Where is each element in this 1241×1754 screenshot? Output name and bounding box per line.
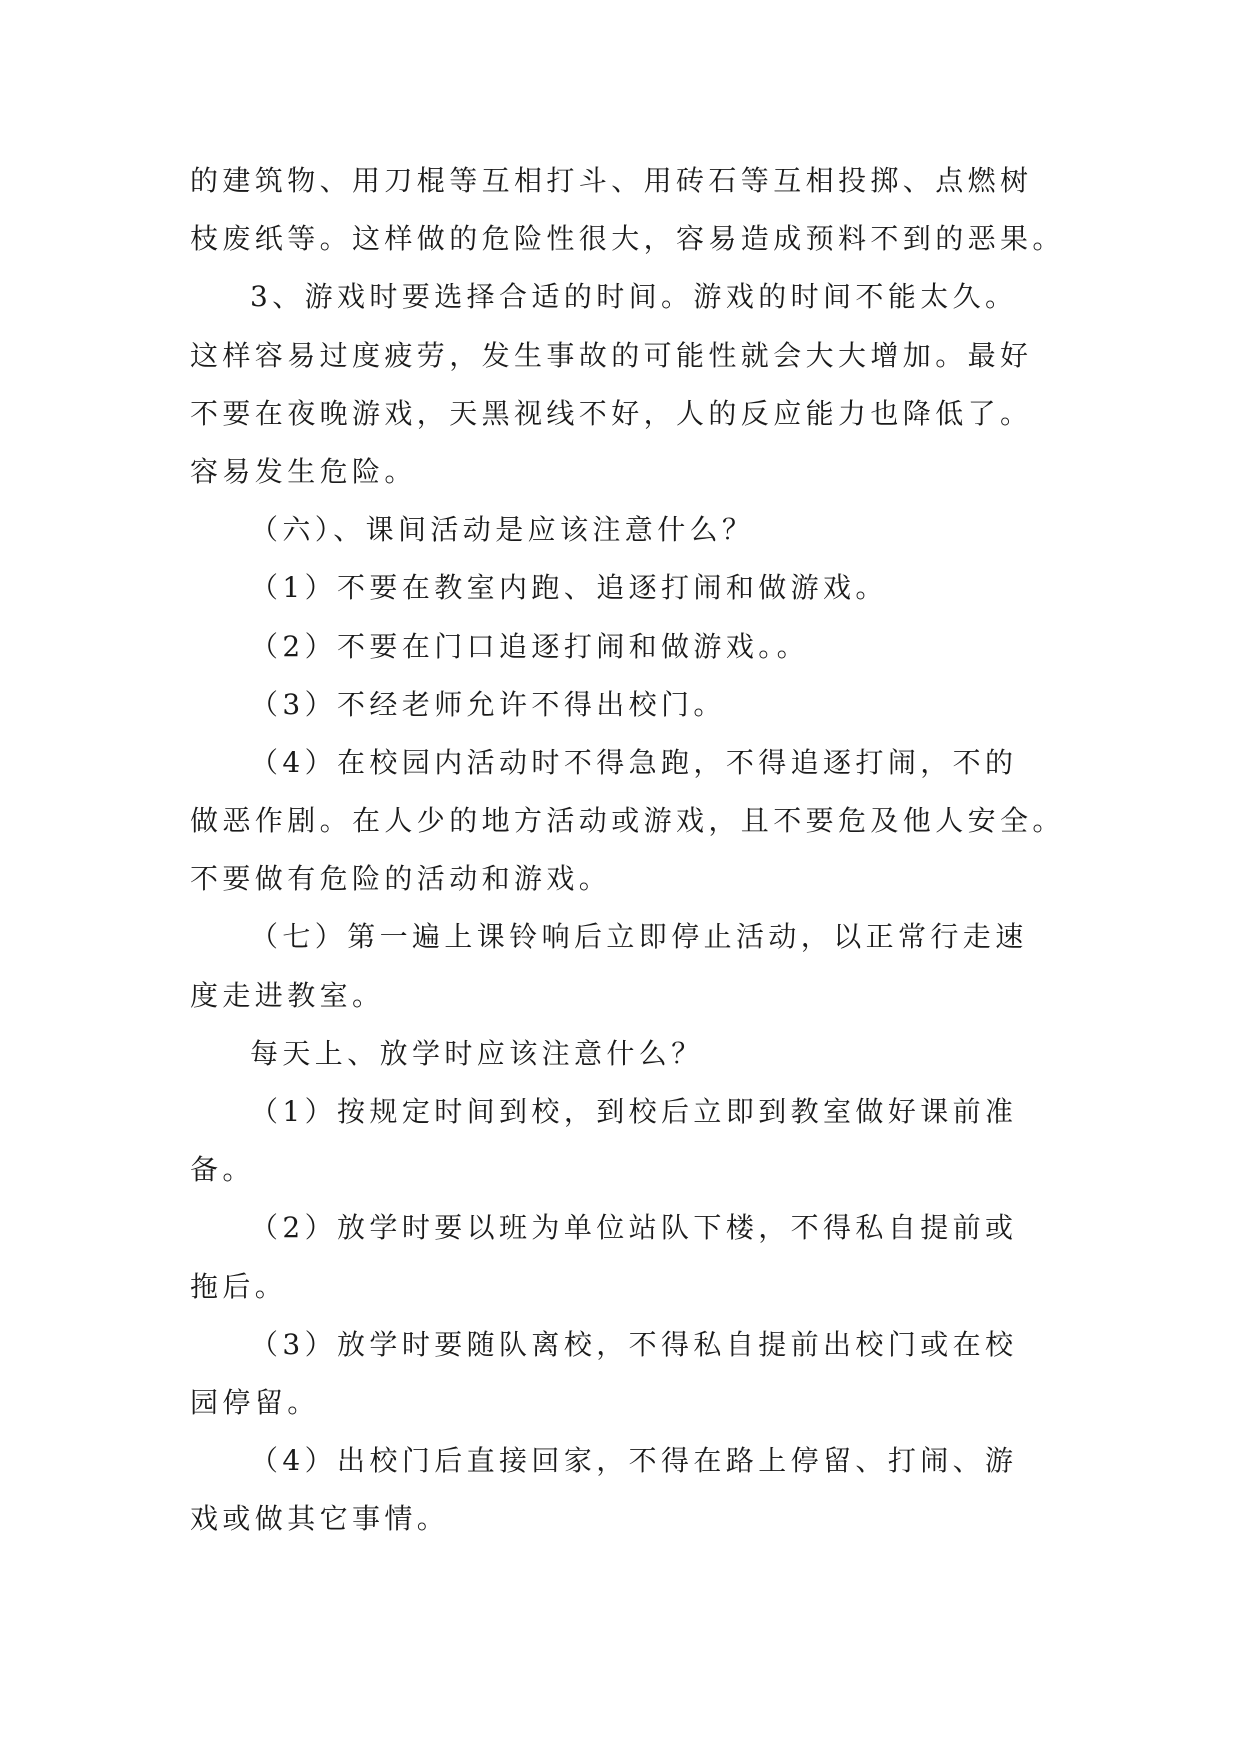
- list-item: （4）在校园内活动时不得急跑，不得追逐打闹，不的: [250, 745, 1018, 779]
- text-line: 不要做有危险的活动和游戏。: [190, 862, 612, 896]
- list-item: （1）按规定时间到校，到校后立即到教室做好课前准: [250, 1095, 1018, 1128]
- list-item: （2）不要在门口追逐打闹和做游戏。。: [250, 629, 810, 663]
- text-line: 备。: [190, 1153, 255, 1187]
- text-line: 园停留。: [190, 1385, 320, 1419]
- section-heading: （六）、课间活动是应该注意什么？: [250, 513, 755, 547]
- text-line: 枝废纸等。这样做的危险性很大，容易造成预料不到的恶果。: [190, 222, 1065, 256]
- section-heading: （七）第一遍上课铃响后立即停止活动，以正常行走速: [250, 920, 1028, 954]
- section-heading: 每天上、放学时应该注意什么？: [250, 1036, 704, 1070]
- text-line: 拖后。: [190, 1269, 288, 1303]
- text-line: 3、游戏时要选择合适的时间。游戏的时间不能太久。: [250, 280, 1018, 314]
- text-line: 做恶作剧。在人少的地方活动或游戏，且不要危及他人安全。: [190, 804, 1065, 838]
- text-line: 度走进教室。: [190, 978, 385, 1012]
- list-item: （1）不要在教室内跑、追逐打闹和做游戏。: [250, 571, 888, 605]
- text-line: 的建筑物、用刀棍等互相打斗、用砖石等互相投掷、点燃树: [190, 164, 1033, 197]
- body-text: [190, 152, 1070, 1549]
- text-line: 不要在夜晚游戏，天黑视线不好，人的反应能力也降低了。: [190, 396, 1033, 430]
- text-line: 容易发生危险。: [190, 454, 417, 488]
- list-item: （4）出校门后直接回家，不得在路上停留、打闹、游: [250, 1444, 1018, 1478]
- text-line: 这样容易过度疲劳，发生事故的可能性就会大大增加。最好: [190, 338, 1033, 372]
- text-line: 戏或做其它事情。: [190, 1502, 450, 1536]
- list-item: （3）放学时要随队离校，不得私自提前出校门或在校: [250, 1327, 1018, 1361]
- list-item: （3）不经老师允许不得出校门。: [250, 687, 726, 721]
- list-item: （2）放学时要以班为单位站队下楼，不得私自提前或: [250, 1211, 1018, 1245]
